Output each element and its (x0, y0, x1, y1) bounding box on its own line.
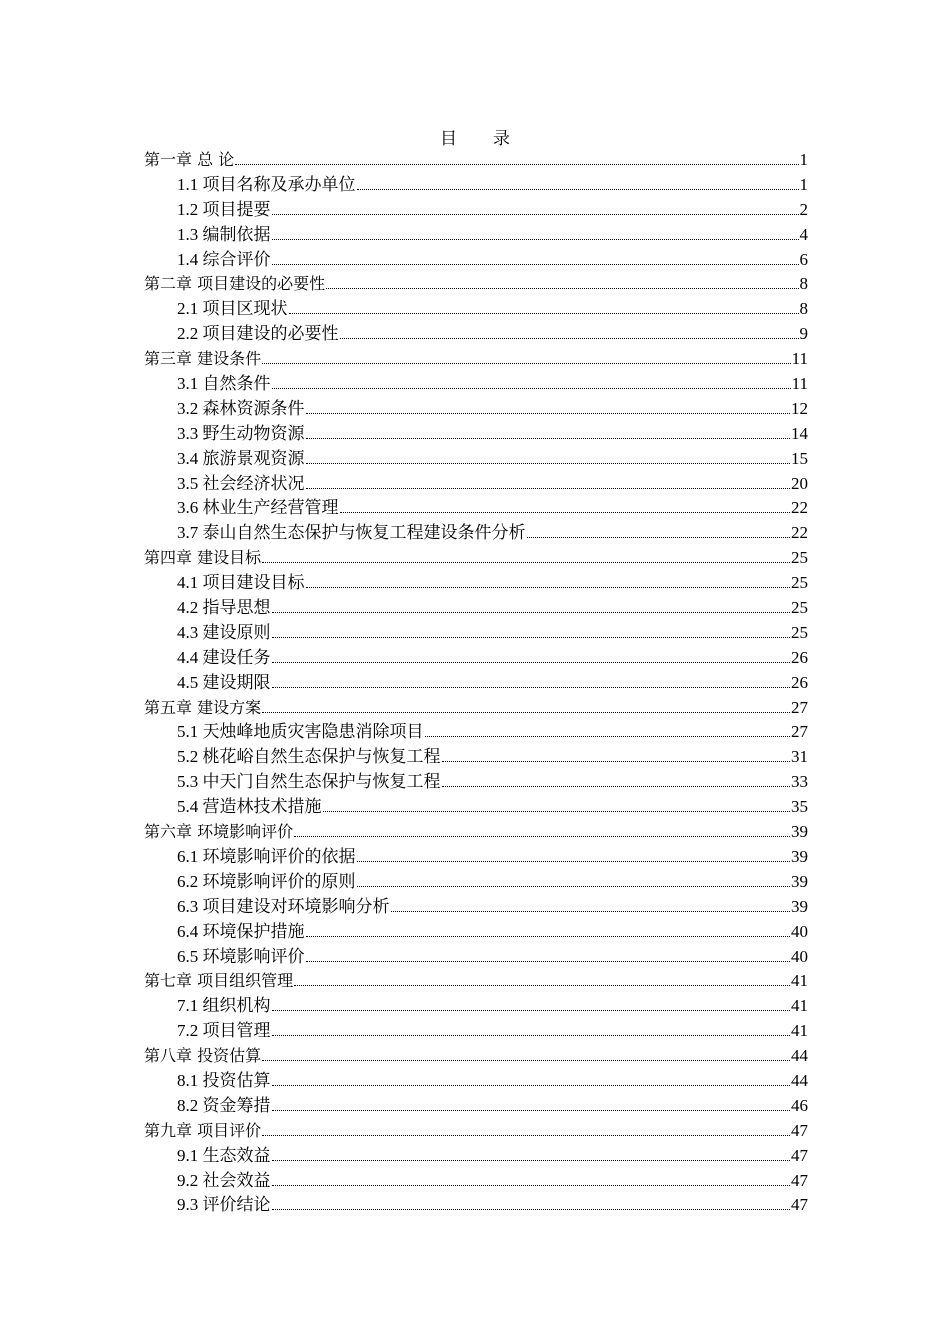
dot-leader (357, 886, 791, 887)
toc-entry-page-number: 11 (791, 349, 808, 369)
toc-entry-page-number: 44 (791, 1046, 808, 1066)
dot-leader (272, 1185, 791, 1186)
dot-leader (272, 1110, 791, 1111)
dot-leader (442, 786, 791, 787)
dot-leader (340, 512, 791, 513)
toc-entry-page-number: 22 (791, 523, 808, 543)
toc-entry-label: 3.3 野生动物资源 (177, 423, 305, 443)
dot-leader (289, 313, 799, 314)
dot-leader (272, 612, 791, 613)
toc-entry-label: 第六章 环境影响评价 (144, 822, 294, 842)
dot-leader (425, 736, 791, 737)
toc-entry-label: 第八章 投资估算 (144, 1046, 262, 1066)
dot-leader (262, 363, 791, 364)
toc-entry-label: 6.5 环境影响评价 (177, 946, 305, 966)
toc-entry-page-number: 20 (791, 473, 808, 493)
toc-chapter-entry[interactable] (144, 148, 808, 173)
toc-section-entry[interactable] (144, 770, 808, 795)
dot-leader (326, 288, 798, 289)
toc-entry-label: 1.4 综合评价 (177, 249, 271, 269)
toc-entry-page-number: 47 (791, 1120, 808, 1140)
dot-leader (272, 239, 799, 240)
toc-entry-page-number: 6 (799, 249, 808, 269)
toc-section-entry[interactable] (144, 945, 808, 970)
dot-leader (306, 936, 791, 937)
dot-leader (294, 985, 790, 986)
dot-leader (357, 189, 799, 190)
toc-section-entry[interactable] (144, 372, 808, 397)
toc-section-entry[interactable] (144, 795, 808, 820)
dot-leader (306, 438, 791, 439)
toc-entry-page-number: 1 (799, 150, 808, 169)
toc-entry-label: 第四章 建设目标 (144, 548, 262, 568)
toc-entry-label: 9.3 评价结论 (177, 1195, 271, 1215)
toc-section-entry[interactable] (144, 322, 808, 347)
toc-entry-page-number: 25 (791, 622, 808, 642)
dot-leader (272, 687, 791, 688)
toc-title-left: 目 (440, 129, 457, 148)
toc-entry-label: 5.2 桃花峪自然生态保护与恢复工程 (177, 747, 441, 767)
dot-leader (294, 836, 790, 837)
toc-section-entry[interactable] (144, 297, 808, 322)
toc-section-entry[interactable] (144, 173, 808, 198)
toc-entry-label: 3.2 森林资源条件 (177, 398, 305, 418)
toc-entry-page-number: 1 (799, 174, 808, 194)
toc-entry-label: 第五章 建设方案 (144, 697, 262, 717)
dot-leader (527, 537, 791, 538)
toc-entry-label: 4.2 指导思想 (177, 598, 271, 618)
toc-entry-page-number: 9 (799, 324, 808, 344)
toc-section-entry[interactable] (144, 720, 808, 745)
toc-entry-label: 5.3 中天门自然生态保护与恢复工程 (177, 772, 441, 792)
toc-entry-label: 第七章 项目组织管理 (144, 971, 294, 991)
toc-entry-label: 8.1 投资估算 (177, 1070, 271, 1090)
toc-entry-page-number: 47 (791, 1170, 808, 1190)
toc-entry-label: 3.6 林业生产经营管理 (177, 498, 339, 518)
toc-section-entry[interactable] (144, 895, 808, 920)
toc-entry-label: 第一章 总 论 (144, 150, 235, 169)
toc-entry-label: 3.1 自然条件 (177, 374, 271, 394)
toc-entry-label: 4.3 建设原则 (177, 622, 271, 642)
dot-leader (306, 488, 791, 489)
toc-entry-page-number: 46 (791, 1095, 808, 1115)
toc-entry-label: 1.1 项目名称及承办单位 (177, 174, 356, 194)
toc-section-entry[interactable] (144, 994, 808, 1019)
dot-leader (272, 1209, 791, 1210)
dot-leader (262, 1060, 790, 1061)
dot-leader (272, 1085, 791, 1086)
toc-entry-page-number: 41 (791, 971, 808, 991)
dot-leader (357, 861, 791, 862)
table-of-contents (144, 148, 808, 1218)
toc-section-entry[interactable] (144, 397, 808, 422)
toc-chapter-entry[interactable] (144, 546, 808, 571)
dot-leader (262, 712, 790, 713)
toc-entry-label: 3.7 泰山自然生态保护与恢复工程建设条件分析 (177, 523, 526, 543)
toc-entry-page-number: 25 (791, 598, 808, 618)
toc-entry-label: 5.4 营造林技术措施 (177, 797, 322, 817)
toc-chapter-entry[interactable] (144, 1119, 808, 1144)
toc-entry-label: 4.1 项目建设目标 (177, 573, 305, 593)
dot-leader (272, 214, 799, 215)
toc-entry-page-number: 47 (791, 1145, 808, 1165)
toc-entry-label: 第二章 项目建设的必要性 (144, 274, 326, 294)
toc-chapter-entry[interactable] (144, 1044, 808, 1069)
toc-section-entry[interactable] (144, 1144, 808, 1169)
toc-entry-page-number: 39 (791, 846, 808, 866)
toc-section-entry[interactable] (144, 671, 808, 696)
dot-leader (323, 811, 791, 812)
toc-section-entry[interactable] (144, 745, 808, 770)
toc-entry-label: 3.5 社会经济状况 (177, 473, 305, 493)
toc-entry-label: 6.3 项目建设对环境影响分析 (177, 896, 390, 916)
toc-chapter-entry[interactable] (144, 347, 808, 372)
toc-entry-page-number: 15 (791, 448, 808, 468)
toc-entry-label: 2.2 项目建设的必要性 (177, 324, 339, 344)
toc-entry-page-number: 41 (791, 996, 808, 1016)
toc-entry-page-number: 47 (791, 1195, 808, 1215)
toc-title-right: 录 (493, 129, 510, 148)
dot-leader (391, 911, 791, 912)
toc-entry-page-number: 44 (791, 1070, 808, 1090)
toc-entry-label: 9.2 社会效益 (177, 1170, 271, 1190)
toc-entry-page-number: 25 (791, 573, 808, 593)
toc-section-entry[interactable] (144, 521, 808, 546)
toc-chapter-entry[interactable] (144, 820, 808, 845)
toc-entry-page-number: 26 (791, 647, 808, 667)
dot-leader (272, 264, 799, 265)
toc-section-entry[interactable] (144, 870, 808, 895)
toc-entry-label: 1.3 编制依据 (177, 224, 271, 244)
dot-leader (272, 1010, 791, 1011)
toc-entry-page-number: 26 (791, 672, 808, 692)
toc-section-entry[interactable] (144, 472, 808, 497)
toc-entry-label: 6.2 环境影响评价的原则 (177, 871, 356, 891)
toc-section-entry[interactable] (144, 1019, 808, 1044)
toc-entry-page-number: 2 (799, 199, 808, 219)
toc-chapter-entry[interactable] (144, 969, 808, 994)
toc-entry-page-number: 39 (791, 896, 808, 916)
toc-entry-page-number: 25 (791, 548, 808, 568)
toc-title (0, 124, 950, 149)
toc-section-entry[interactable] (144, 496, 808, 521)
dot-leader (235, 164, 798, 165)
toc-entry-page-number: 31 (791, 747, 808, 767)
toc-section-entry[interactable] (144, 596, 808, 621)
toc-section-entry[interactable] (144, 571, 808, 596)
toc-entry-page-number: 4 (799, 224, 808, 244)
toc-entry-label: 8.2 资金筹措 (177, 1095, 271, 1115)
toc-entry-page-number: 40 (791, 946, 808, 966)
dot-leader (262, 1135, 790, 1136)
toc-entry-page-number: 27 (791, 697, 808, 717)
toc-entry-page-number: 14 (791, 423, 808, 443)
dot-leader (340, 338, 799, 339)
dot-leader (272, 1160, 791, 1161)
dot-leader (272, 662, 791, 663)
toc-entry-page-number: 8 (799, 299, 808, 319)
toc-entry-label: 6.1 环境影响评价的依据 (177, 846, 356, 866)
dot-leader (272, 388, 791, 389)
toc-section-entry[interactable] (144, 1069, 808, 1094)
dot-leader (262, 562, 790, 563)
toc-section-entry[interactable] (144, 1169, 808, 1194)
dot-leader (306, 463, 791, 464)
toc-entry-page-number: 40 (791, 921, 808, 941)
toc-entry-page-number: 8 (799, 274, 808, 294)
toc-section-entry[interactable] (144, 198, 808, 223)
toc-entry-page-number: 33 (791, 772, 808, 792)
toc-entry-label: 4.4 建设任务 (177, 647, 271, 667)
toc-entry-label: 第三章 建设条件 (144, 349, 262, 369)
toc-entry-label: 4.5 建设期限 (177, 672, 271, 692)
dot-leader (442, 761, 791, 762)
toc-entry-page-number: 12 (791, 398, 808, 418)
toc-section-entry[interactable] (144, 1094, 808, 1119)
toc-entry-label: 7.2 项目管理 (177, 1021, 271, 1041)
toc-entry-page-number: 41 (791, 1021, 808, 1041)
toc-section-entry[interactable] (144, 920, 808, 945)
toc-section-entry[interactable] (144, 646, 808, 671)
toc-section-entry[interactable] (144, 447, 808, 472)
toc-section-entry[interactable] (144, 621, 808, 646)
toc-section-entry[interactable] (144, 248, 808, 273)
toc-entry-page-number: 39 (791, 822, 808, 842)
toc-entry-label: 5.1 天烛峰地质灾害隐患消除项目 (177, 722, 424, 742)
toc-chapter-entry[interactable] (144, 696, 808, 721)
toc-entry-page-number: 22 (791, 498, 808, 518)
toc-entry-page-number: 11 (791, 374, 808, 394)
toc-entry-label: 7.1 组织机构 (177, 996, 271, 1016)
toc-section-entry[interactable] (144, 422, 808, 447)
toc-entry-label: 2.1 项目区现状 (177, 299, 288, 319)
toc-entry-page-number: 35 (791, 797, 808, 817)
toc-entry-label: 第九章 项目评价 (144, 1120, 262, 1140)
toc-section-entry[interactable] (144, 223, 808, 248)
toc-entry-page-number: 39 (791, 871, 808, 891)
toc-entry-label: 9.1 生态效益 (177, 1145, 271, 1165)
toc-chapter-entry[interactable] (144, 272, 808, 297)
dot-leader (272, 1035, 791, 1036)
toc-entry-page-number: 27 (791, 722, 808, 742)
toc-entry-label: 6.4 环境保护措施 (177, 921, 305, 941)
toc-entry-label: 3.4 旅游景观资源 (177, 448, 305, 468)
dot-leader (272, 637, 791, 638)
dot-leader (306, 413, 791, 414)
toc-section-entry[interactable] (144, 845, 808, 870)
dot-leader (306, 961, 791, 962)
dot-leader (306, 587, 791, 588)
toc-section-entry[interactable] (144, 1193, 808, 1218)
toc-entry-label: 1.2 项目提要 (177, 199, 271, 219)
